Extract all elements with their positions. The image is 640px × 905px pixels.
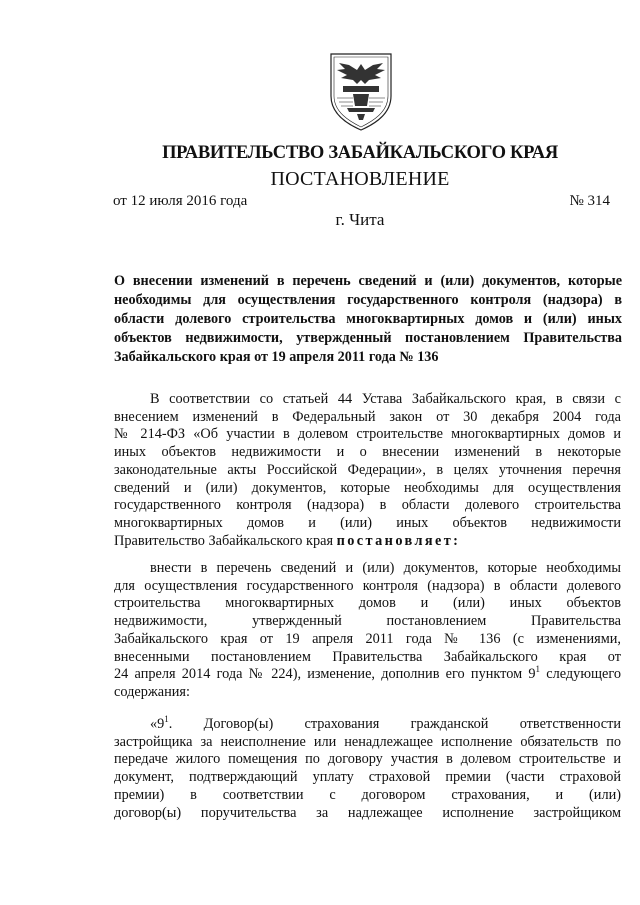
coat-of-arms-icon — [323, 50, 399, 132]
paragraph-text: Правительство Забайкальского края — [114, 532, 337, 549]
paragraph-line: государственного контроля (надзора) в области долевого строительства — [114, 497, 621, 514]
preamble-paragraph — [114, 391, 621, 550]
document-type: ПОСТАНОВЛЕНИЕ — [270, 168, 450, 190]
paragraph-line: застройщика за неисполнение или ненадлежащее исполнение обязательств по — [114, 733, 621, 750]
document-heading — [114, 272, 622, 367]
organization-title: ПРАВИТЕЛЬСТВО ЗАБАЙКАЛЬСКОГО КРАЯ — [162, 143, 558, 163]
paragraph-line: содержания: — [114, 683, 190, 700]
document-date: от 12 июля 2016 года — [113, 193, 248, 209]
heading-line: Забайкальского края от 19 апреля 2011 года № 136 — [114, 349, 439, 365]
paragraph-line: документ, подтверждающий уплату страховой премии (части страховой — [114, 769, 621, 786]
paragraph-line — [114, 666, 621, 684]
resolution-paragraph — [114, 560, 621, 702]
paragraph-text: . Договор(ы) страхования гражданской ответственности — [168, 716, 621, 732]
superscript: 1 — [535, 664, 541, 675]
heading-line: необходимы для осуществления государственного контроля (надзора) в — [114, 292, 622, 308]
resolves-word: постановляет: — [336, 532, 461, 549]
paragraph-line: внесением изменений в Федеральный закон от 30 декабря 2004 года — [114, 408, 621, 425]
document-city: г. Чита — [335, 210, 385, 229]
item-paragraph — [114, 716, 621, 822]
paragraph-line: внесенными постановлением Правительства Забайкальского края от — [114, 648, 621, 665]
heading-line: объектов недвижимости, утвержденный постановлением Правительства — [114, 330, 622, 346]
paragraph-line: для осуществления государственного контроля (надзора) в области долевого — [114, 577, 621, 594]
document-number: № 314 — [569, 193, 610, 209]
heading-line: области долевого строительства многоквартирных домов и (или) иных — [114, 311, 622, 327]
paragraph-line: договор(ы) поручительства за надлежащее исполнение застройщиком — [114, 804, 621, 821]
paragraph-line — [114, 716, 621, 734]
paragraph-line: многоквартирных домов и (или) иных объектов недвижимости — [114, 514, 621, 531]
paragraph-line: В соответствии со статьей 44 Устава Забайкальского края, в связи с — [150, 391, 621, 407]
paragraph-line: внести в перечень сведений и (или) документов, которые необходимы — [150, 560, 621, 576]
paragraph-line: № 214-ФЗ «Об участии в долевом строительстве многоквартирных домов и — [114, 426, 621, 443]
paragraph-text: следующего — [540, 666, 622, 683]
paragraph-line: передаче жилого помещения по договору участия в долевом строительстве и — [114, 751, 621, 768]
paragraph-line: иных объектов недвижимости и о внесении изменений в некоторые — [114, 444, 621, 461]
paragraph-line — [114, 533, 621, 551]
paragraph-line: законодательные акты Российской Федерации», в целях уточнения перечня — [114, 461, 621, 478]
paragraph-line: Забайкальского края от 19 апреля 2011 года № 136 (с изменениями, — [114, 630, 621, 647]
paragraph-text: «9 — [150, 716, 165, 732]
paragraph-text: 24 апреля 2014 года № 224), изменение, дополнив его пунктом 9 — [114, 666, 536, 683]
paragraph-line: недвижимости, утвержденный постановлением Правительства — [114, 613, 621, 630]
paragraph-line: строительства многоквартирных домов и (или) иных объектов — [114, 595, 621, 612]
paragraph-line: сведений и (или) документов, которые необходимы для осуществления — [114, 479, 621, 496]
paragraph-line: премии) в соответствии с договором страхования, и (или) — [114, 786, 621, 803]
superscript: 1 — [164, 714, 169, 724]
heading-line: О внесении изменений в перечень сведений и (или) документов, которые — [114, 273, 622, 289]
